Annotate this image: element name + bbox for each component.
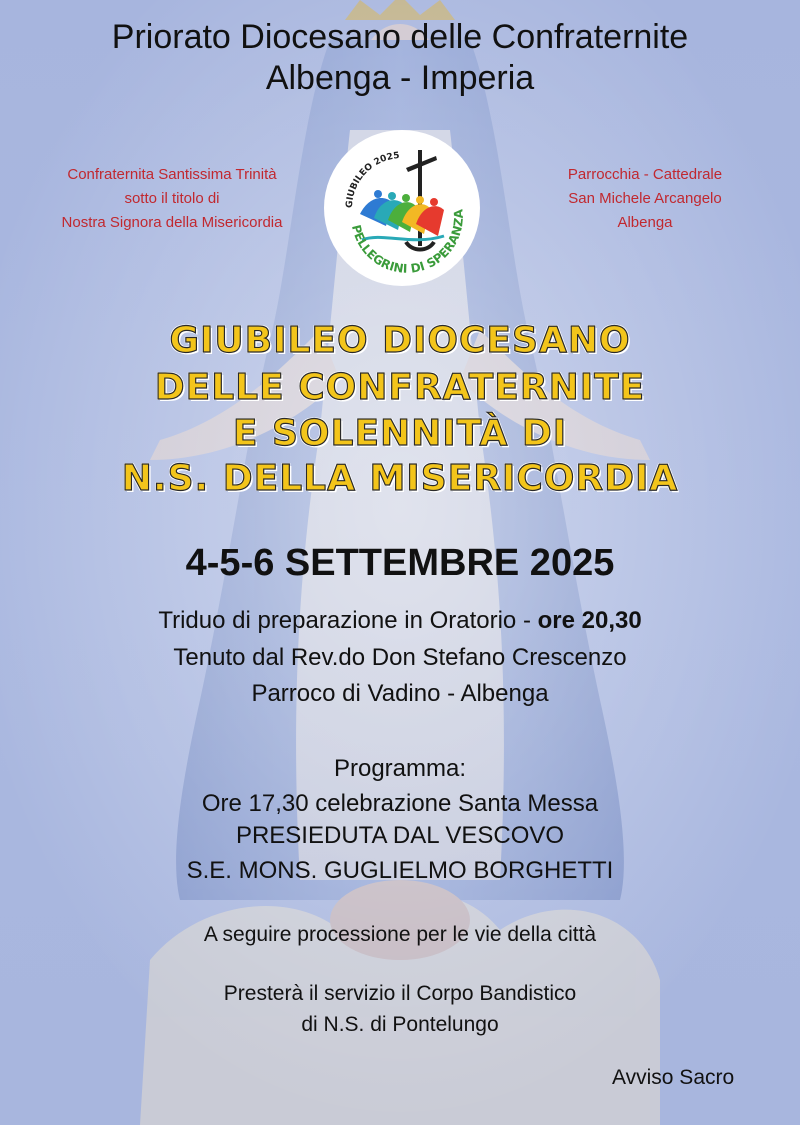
event-title-line-2: DELLE CONFRATERNITE (154, 367, 646, 408)
programma-line-3: PRESIEDUTA DAL VESCOVO (235, 822, 565, 849)
confraternita-line-2: sotto il titolo di (124, 190, 220, 207)
banda-line-2: di N.S. di Pontelungo (301, 1013, 499, 1036)
diocese-subtitle: Albenga - Imperia (265, 59, 535, 97)
event-date: 4-5-6 SETTEMBRE 2025 (185, 542, 615, 584)
confraternita-line-3: Nostra Signora della Misericordia (61, 214, 283, 231)
parrocchia-line-1: Parrocchia - Cattedrale (567, 166, 723, 183)
parrocchia-line-3: Albenga (617, 214, 673, 231)
triduo-time: ore 20,30 (537, 607, 642, 634)
avviso-sacro-label: Avviso Sacro (612, 1066, 735, 1089)
programma-line-2: Ore 17,30 celebrazione Santa Messa (201, 790, 599, 817)
logo-top-text: GIUBILEO 2025 (344, 150, 401, 209)
event-title-line-1: GIUBILEO DIOCESANO (169, 320, 631, 361)
banda-line-1: Presterà il servizio il Corpo Bandistico (223, 982, 577, 1005)
confraternita-line-1: Confraternita Santissima Trinità (67, 166, 277, 183)
jubilee-logo-icon (322, 128, 482, 288)
priorato-title: Priorato Diocesano delle Confraternite (111, 18, 689, 56)
triduo-line-2: Tenuto dal Rev.do Don Stefano Crescenzo (173, 644, 627, 671)
programma-line-4: S.E. MONS. GUGLIELMO BORGHETTI (186, 857, 614, 884)
triduo-line-1 (0, 606, 800, 636)
processione-text: A seguire processione per le vie della città (203, 923, 597, 946)
event-title-line-3: E SOLENNITÀ DI (232, 413, 568, 454)
parrocchia-block (520, 163, 770, 235)
event-title-line-4: N.S. DELLA MISERICORDIA (121, 458, 679, 499)
triduo-text: Triduo di preparazione in Oratorio - (158, 607, 538, 634)
parrocchia-line-2: San Michele Arcangelo (568, 190, 722, 207)
logo-bottom-text: PELLEGRINI DI SPERANZA (348, 208, 466, 276)
confraternita-block (22, 163, 322, 235)
triduo-line-3: Parroco di Vadino - Albenga (251, 680, 549, 707)
programma-heading: Programma: (333, 755, 467, 782)
